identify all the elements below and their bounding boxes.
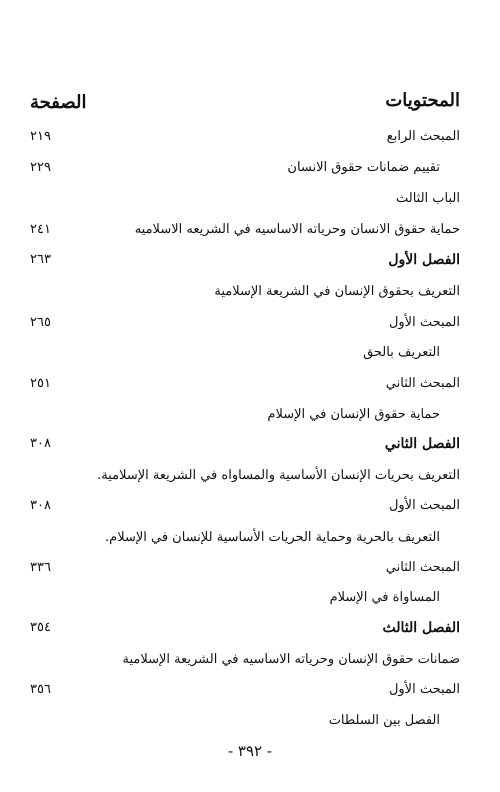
contents-heading: المحتويات xyxy=(385,90,460,111)
toc-entry-title: الفصل بين السلطات xyxy=(328,713,440,728)
toc-entry-title: المبحث الأول xyxy=(388,498,460,513)
toc-entry xyxy=(0,496,500,520)
toc-entry-page: ٢٦٣ xyxy=(30,252,51,267)
toc-entry-page: ٣٠٨ xyxy=(30,498,51,513)
toc-entry xyxy=(0,528,500,552)
toc-entry-page: ٢٦٥ xyxy=(30,315,51,330)
toc-entry-title: المبحث الثاني xyxy=(385,560,460,575)
toc-entry-title: حماية حقوق الإنسان في الإسلام xyxy=(267,407,440,422)
toc-entry-title: المساواة في الإسلام xyxy=(329,590,440,605)
toc-entry-title: المبحث الرابع xyxy=(386,129,460,144)
page-column-heading: الصفحة xyxy=(30,92,87,113)
toc-entry-title: المبحث الثاني xyxy=(385,376,460,391)
toc-entry xyxy=(0,405,500,429)
toc-entry-page: ٣٣٦ xyxy=(30,560,51,575)
toc-entry-page: ٢١٩ xyxy=(30,129,51,144)
toc-entry xyxy=(0,313,500,337)
toc-entry xyxy=(0,250,500,274)
toc-entry-page: ٢٢٩ xyxy=(30,160,51,175)
toc-entry xyxy=(0,618,500,642)
toc-entry xyxy=(0,282,500,306)
toc-entry-title: التعريف بالحرية وحماية الحريات الأساسية للإنسان في الإسلام. xyxy=(105,530,440,545)
toc-entry-page: ٣٠٨ xyxy=(30,436,51,451)
toc-entry xyxy=(0,680,500,704)
toc-entry xyxy=(0,374,500,398)
toc-entry xyxy=(0,189,500,213)
toc-entry-title: المبحث الأول xyxy=(388,315,460,330)
toc-entry-title: التعريف بحريات الإنسان الأساسية والمساواه في الشريعة الإسلامية. xyxy=(97,468,460,483)
toc-entry-title: حماية حقوق الانسان وحرياته الاساسيه في الشريعه الاسلاميه xyxy=(134,222,460,237)
toc-entry xyxy=(0,434,500,458)
toc-entry-title: التعريف بالحق xyxy=(363,345,440,360)
toc-entry-title: التعريف بحقوق الإنسان في الشريعة الإسلامية xyxy=(214,284,460,299)
page-number: - ٣٩٢ - xyxy=(228,742,272,760)
toc-entry xyxy=(0,343,500,367)
toc-entry-title: المبحث الأول xyxy=(388,682,460,697)
toc-entry-page: ٢٥١ xyxy=(30,376,51,391)
toc-entry xyxy=(0,466,500,490)
toc-entry xyxy=(0,220,500,244)
toc-entry xyxy=(0,711,500,735)
toc-entry xyxy=(0,158,500,182)
toc-entry-page: ٣٥٦ xyxy=(30,682,51,697)
toc-entry-title: تقييم ضمانات حقوق الانسان xyxy=(287,160,440,175)
toc-entry-title: الفصل الثاني xyxy=(384,436,460,452)
toc-entry xyxy=(0,650,500,674)
toc-entry-title: الفصل الثالث xyxy=(382,620,460,636)
toc-entry xyxy=(0,558,500,582)
toc-entry-title: الفصل الأول xyxy=(388,252,460,268)
toc-entry-title: ضمانات حقوق الإنسان وحرياته الاساسيه في الشريعة الإسلامية xyxy=(122,652,460,667)
toc-entry-page: ٢٤١ xyxy=(30,222,51,237)
toc-entry-page: ٣٥٤ xyxy=(30,620,51,635)
toc-entry xyxy=(0,588,500,612)
toc-entry-title: الباب الثالث xyxy=(395,191,460,206)
toc-entry xyxy=(0,127,500,151)
